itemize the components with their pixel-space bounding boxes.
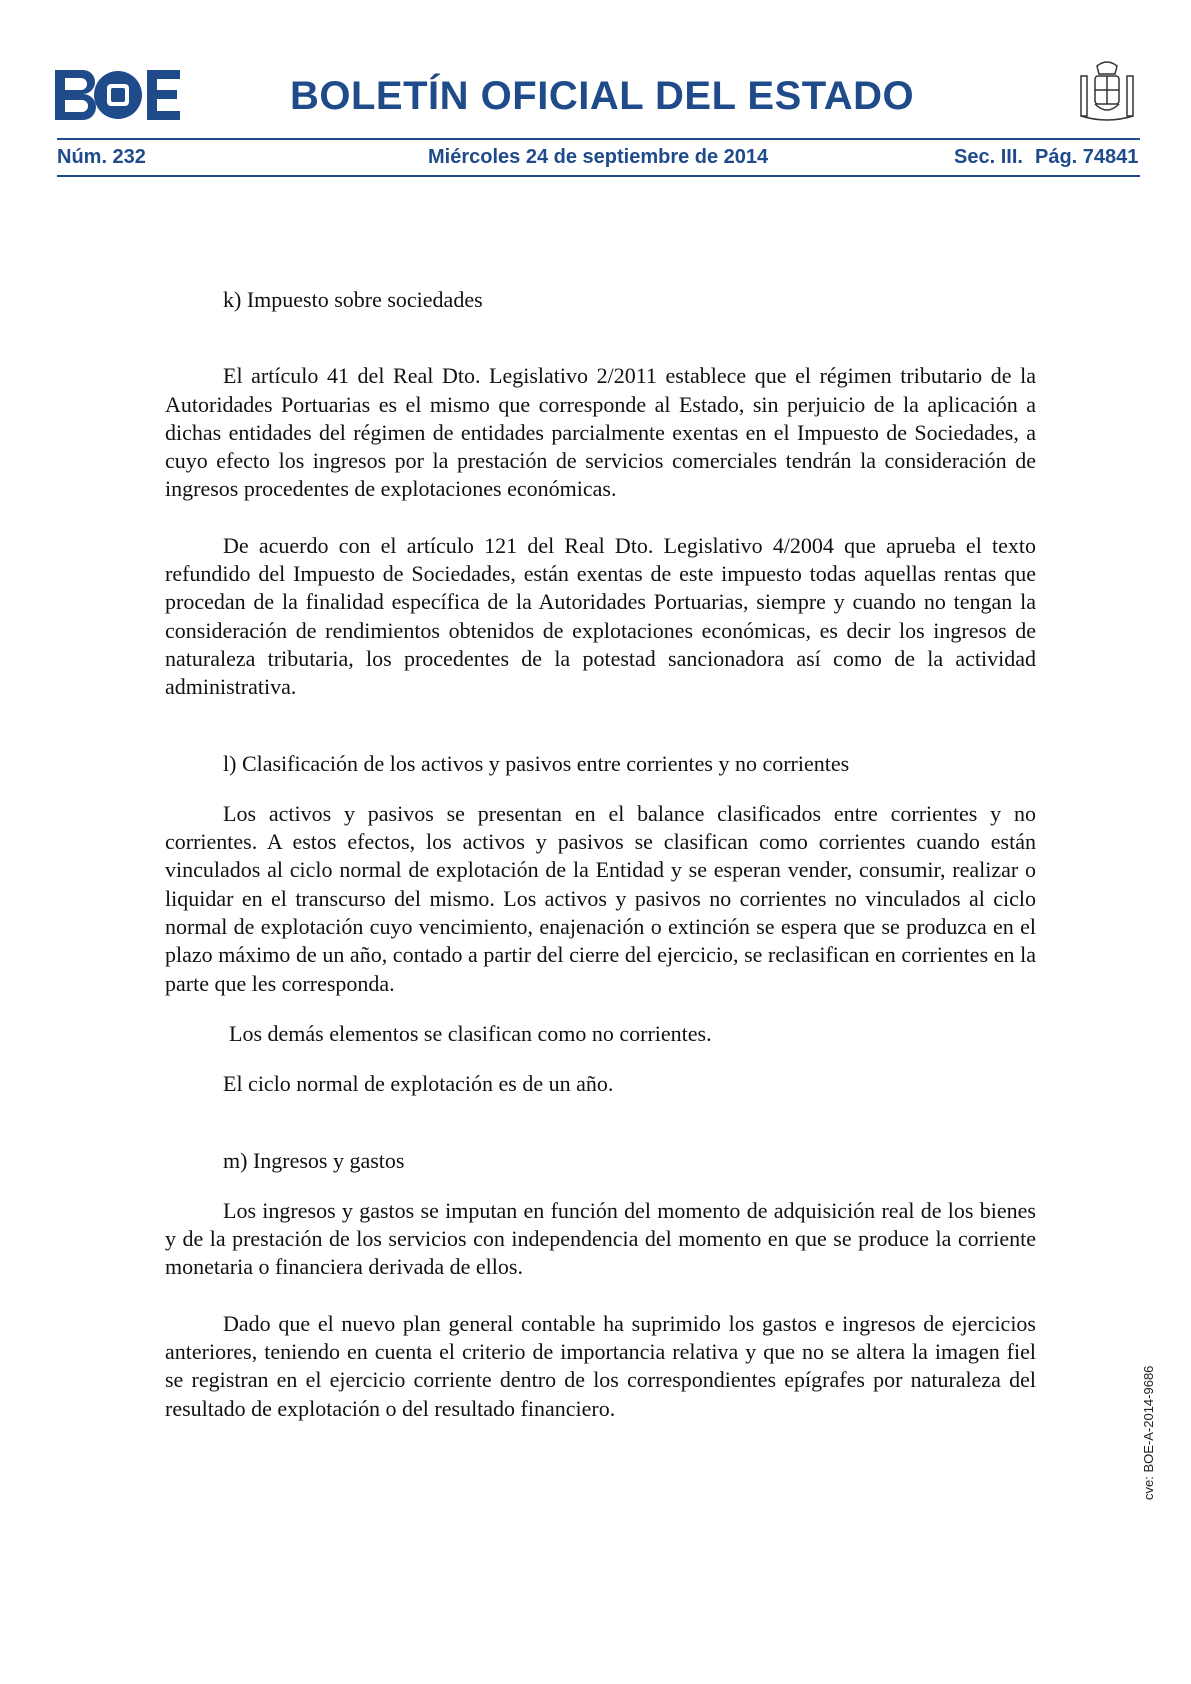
section-heading-m: m) Ingresos y gastos xyxy=(223,1147,405,1173)
section-heading-k: k) Impuesto sobre sociedades xyxy=(223,287,483,312)
issue-number: Núm. 232 xyxy=(57,146,146,168)
publication-title: BOLETÍN OFICIAL DEL ESTADO xyxy=(290,74,915,118)
boe-logo xyxy=(55,70,180,120)
paragraph: Dado que el nuevo plan general contable ha suprimido los gastos e ingresos de ejercicios anteriores, teniendo en cuenta el criterio de importancia relativa y que no se altera la imagen fiel se registran en el ejercicio corriente dentro de los correspondientes epígrafes por naturaleza del resultado de explotación o del resultado financiero. xyxy=(165,1310,1036,1421)
paragraph: Los ingresos y gastos se imputan en función del momento de adquisición real de los bienes y de la prestación de los servicios con independencia del momento en que se produce la corriente monetaria o financiera derivada de ellos. xyxy=(165,1197,1036,1280)
section-heading-l: l) Clasificación de los activos y pasivos entre corrientes y no corrientes xyxy=(223,750,850,776)
cve-identifier: cve: BOE-A-2014-9686 xyxy=(1141,1365,1156,1500)
coat-of-arms-icon xyxy=(1075,58,1140,128)
header-rule-bottom xyxy=(57,175,1140,177)
document-body xyxy=(165,286,1036,1423)
paragraph: De acuerdo con el artículo 121 del Real Dto. Legislativo 4/2004 que aprueba el texto refundido del Impuesto de Sociedades, están exentas de este impuesto todas aquellas rentas que procedan de la finalidad específica de la Autoridades Portuarias, siempre y cuando no tengan la consideración de rendimientos obtenidos de explotaciones económicas, es decir los ingresos de naturaleza tributaria, los procedentes de la potestad sancionadora así como de la actividad administrativa. xyxy=(165,532,1036,700)
paragraph: Los demás elementos se clasifican como no corrientes. xyxy=(229,1020,712,1046)
issue-date: Miércoles 24 de septiembre de 2014 xyxy=(428,146,769,168)
paragraph: Los activos y pasivos se presentan en el balance clasificados entre corrientes y no corrientes. A estos efectos, los activos y pasivos se clasifican como corrientes cuando están vinculados al ciclo normal de explotación de la Entidad y se esperan vender, consumir, realizar o liquidar en el transcurso del mismo. Los activos y pasivos no corrientes no vinculados al ciclo normal de explotación cuyo vencimiento, enajenación o extinción se espera que se produzca en el plazo máximo de un año, contado a partir del cierre del ejercicio, se reclasifican en corrientes en la parte que les corresponda. xyxy=(165,800,1036,996)
paragraph: El ciclo normal de explotación es de un año. xyxy=(223,1071,614,1097)
header-rule-top xyxy=(57,138,1140,140)
page-number: Pág. 74841 xyxy=(1035,146,1139,168)
paragraph: El artículo 41 del Real Dto. Legislativo 2/2011 establece que el régimen tributario de la Autoridades Portuarias es el mismo que corresponde al Estado, sin perjuicio de la aplicación a dichas entidades del régimen de entidades parcialmente exentas en el Impuesto de Sociedades, a cuyo efecto los ingresos por la prestación de servicios comerciales tendrán la consideración de ingresos procedentes de explotaciones económicas. xyxy=(165,363,1036,502)
section-label: Sec. III. xyxy=(954,146,1023,168)
